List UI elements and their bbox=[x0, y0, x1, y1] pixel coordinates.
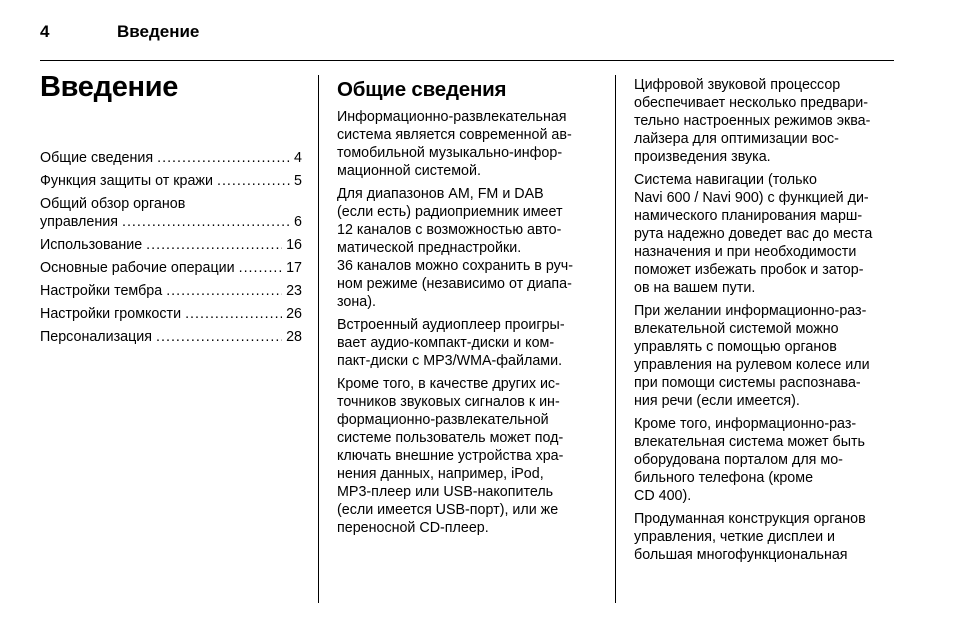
text-line: большая многофункциональная bbox=[634, 547, 848, 563]
toc-entry-title-line: Общий обзор органов bbox=[40, 196, 186, 212]
toc-leader-dots bbox=[122, 213, 290, 231]
text-line: Встроенный аудиоплеер проигры- bbox=[337, 317, 565, 333]
text-line: произведения звука. bbox=[634, 149, 771, 165]
text-line: управления, четкие дисплеи и bbox=[634, 529, 836, 545]
paragraph bbox=[337, 185, 603, 311]
toc-entry[interactable] bbox=[40, 236, 302, 254]
section-title: Общие сведения bbox=[337, 78, 507, 101]
table-of-contents bbox=[40, 149, 302, 351]
text-line: обеспечивает несколько предвари- bbox=[634, 95, 869, 111]
text-line: тельно настроенных режимов эква- bbox=[634, 113, 871, 129]
toc-entry-title: Настройки громкости bbox=[40, 306, 182, 322]
toc-entry-title: Использование bbox=[40, 237, 143, 253]
text-line: точников звуковых сигналов к ин- bbox=[337, 394, 560, 410]
toc-entry-title: Функция защиты от кражи bbox=[40, 173, 213, 189]
text-line: Для диапазонов AM, FM и DAB bbox=[337, 186, 544, 202]
toc-entry-page: 26 bbox=[286, 306, 302, 322]
column-divider bbox=[615, 75, 616, 603]
paragraph bbox=[634, 302, 896, 410]
page-header bbox=[40, 20, 894, 60]
toc-entry[interactable] bbox=[40, 259, 302, 277]
toc-entry-page: 5 bbox=[294, 173, 302, 189]
toc-entry-page: 6 bbox=[294, 214, 302, 230]
toc-entry-title: Персонализация bbox=[40, 329, 153, 345]
text-line: пакт-диски с MP3/WMA-файлами. bbox=[337, 353, 563, 369]
page-number: 4 bbox=[40, 22, 50, 41]
text-line: ключать внешние устройства хра- bbox=[337, 448, 564, 464]
text-line: влекательной системой можно bbox=[634, 321, 839, 337]
text-line: При желании информационно-раз- bbox=[634, 303, 867, 319]
text-line: Кроме того, в качестве других ис- bbox=[337, 376, 560, 392]
text-line: ния речи (если имеется). bbox=[634, 393, 800, 409]
toc-leader-dots bbox=[146, 236, 282, 254]
text-line: ном режиме (независимо от диапа- bbox=[337, 276, 572, 292]
toc-entry-title: Основные рабочие операции bbox=[40, 260, 235, 276]
text-line: зона). bbox=[337, 294, 376, 310]
toc-leader-dots bbox=[217, 172, 290, 190]
toc-leader-dots bbox=[239, 259, 282, 277]
toc-entry-page: 28 bbox=[286, 329, 302, 345]
text-line: намического планирования марш- bbox=[634, 208, 863, 224]
toc-entry-page: 23 bbox=[286, 283, 302, 299]
text-line: переносной CD-плеер. bbox=[337, 520, 489, 536]
text-line: Система навигации (только bbox=[634, 172, 817, 188]
header-rule bbox=[40, 60, 894, 61]
toc-entry[interactable] bbox=[40, 282, 302, 300]
text-line: управления на рулевом колесе или bbox=[634, 357, 870, 373]
text-line: вает аудио-компакт-диски и ком- bbox=[337, 335, 555, 351]
paragraph bbox=[337, 108, 603, 180]
text-line: Кроме того, информационно-раз- bbox=[634, 416, 857, 432]
text-line: 36 каналов можно сохранить в руч- bbox=[337, 258, 573, 274]
text-line: формационно-развлекательной bbox=[337, 412, 549, 428]
text-line: влекательная система может быть bbox=[634, 434, 865, 450]
text-line: (если имеется USB-порт), или же bbox=[337, 502, 559, 518]
text-line: система является современной ав- bbox=[337, 127, 572, 143]
toc-entry[interactable] bbox=[40, 305, 302, 323]
text-line: бильного телефона (кроме bbox=[634, 470, 814, 486]
text-line: Цифровой звуковой процессор bbox=[634, 77, 841, 93]
text-column-right bbox=[634, 76, 896, 569]
text-line: томобильной музыкально-инфор- bbox=[337, 145, 563, 161]
text-line: рута надежно доведет вас до места bbox=[634, 226, 873, 242]
text-line: Информационно-развлекательная bbox=[337, 109, 567, 125]
text-line: назначения и при необходимости bbox=[634, 244, 857, 260]
text-line: нения данных, например, iPod, bbox=[337, 466, 544, 482]
text-line: оборудована порталом для мо- bbox=[634, 452, 843, 468]
toc-entry[interactable] bbox=[40, 195, 302, 231]
text-line: лайзера для оптимизации вос- bbox=[634, 131, 839, 147]
paragraph bbox=[337, 375, 603, 537]
toc-entry[interactable] bbox=[40, 328, 302, 346]
text-line: MP3-плеер или USB-накопитель bbox=[337, 484, 554, 500]
column-divider bbox=[318, 75, 319, 603]
text-line: (если есть) радиоприемник имеет bbox=[337, 204, 563, 220]
text-line: при помощи системы распознава- bbox=[634, 375, 861, 391]
text-line: мационной системой. bbox=[337, 163, 481, 179]
text-line: матической преднастройки. bbox=[337, 240, 522, 256]
text-column-middle bbox=[337, 78, 603, 542]
paragraph bbox=[634, 171, 896, 297]
text-line: поможет избежать пробок и затор- bbox=[634, 262, 864, 278]
paragraph bbox=[337, 316, 603, 370]
toc-entry[interactable] bbox=[40, 149, 302, 167]
text-line: Продуманная конструкция органов bbox=[634, 511, 866, 527]
toc-entry-title: управления bbox=[40, 214, 118, 230]
chapter-title: Введение bbox=[40, 71, 179, 103]
toc-leader-dots bbox=[166, 282, 282, 300]
toc-leader-dots bbox=[157, 149, 290, 167]
toc-entry-page: 16 bbox=[286, 237, 302, 253]
text-line: управлять с помощью органов bbox=[634, 339, 837, 355]
text-line: системе пользователь может под- bbox=[337, 430, 564, 446]
paragraph bbox=[634, 415, 896, 505]
running-title: Введение bbox=[117, 22, 200, 41]
paragraph bbox=[634, 76, 896, 166]
toc-entry-title: Общие сведения bbox=[40, 150, 154, 166]
toc-entry-title: Настройки тембра bbox=[40, 283, 163, 299]
paragraph bbox=[634, 510, 896, 564]
toc-entry-page: 4 bbox=[294, 150, 302, 166]
text-line: ов на вашем пути. bbox=[634, 280, 756, 296]
toc-entry-page: 17 bbox=[286, 260, 302, 276]
text-line: CD 400). bbox=[634, 488, 692, 504]
toc-leader-dots bbox=[156, 328, 282, 346]
toc-entry[interactable] bbox=[40, 172, 302, 190]
text-line: 12 каналов с возможностью авто- bbox=[337, 222, 562, 238]
toc-leader-dots bbox=[185, 305, 282, 323]
text-line: Navi 600 / Navi 900) с функцией ди- bbox=[634, 190, 869, 206]
